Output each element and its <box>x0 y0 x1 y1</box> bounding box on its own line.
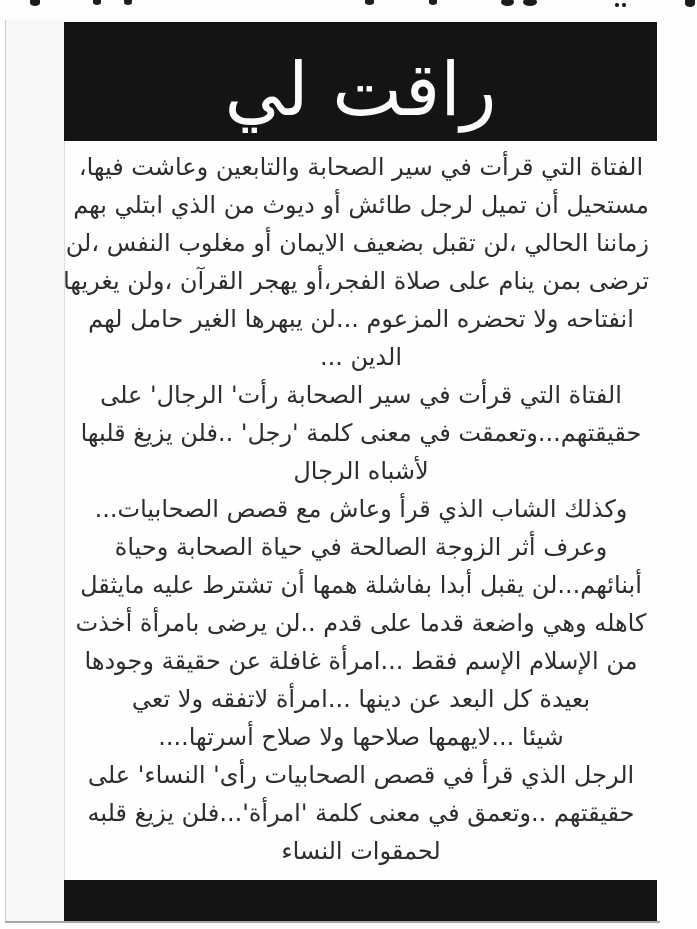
cropped-glyph-fragment <box>30 0 40 6</box>
cropped-glyph-fragment <box>124 0 132 5</box>
post-title: راقت لي <box>224 47 497 133</box>
body-line: كاهله وهي واضعة قدما على قدم ..لن يرضى بامرأة أخذت <box>75 609 647 637</box>
image-bottom-border <box>5 921 660 923</box>
post-image <box>64 22 657 921</box>
body-line: من الإسلام الإسم فقط ...امرأة غافلة عن حقيقة وجودها <box>84 647 638 675</box>
cropped-glyph-fragment <box>523 0 537 6</box>
footer-banner <box>64 880 657 921</box>
body-line: الدين ... <box>319 343 403 371</box>
cropped-glyph-fragment <box>93 0 101 5</box>
body-line: أبنائهم...لن يقبل أبدا بفاشلة همها أن تشترط عليه مايثقل <box>80 571 642 599</box>
body-line: زماننا الحالي ،لن تقبل بضعيف الايمان أو مغلوب النفس ،لن <box>65 229 649 257</box>
cropped-glyph-fragment <box>429 0 437 5</box>
post-body <box>64 141 657 880</box>
body-line: الرجل الذي قرأ في قصص الصحابيات رأى' النساء' على <box>87 761 635 789</box>
body-line: مستحيل أن تميل لرجل طائش أو ديوث من الذي ابتلي بهم <box>73 191 649 219</box>
body-line: حقيقتهم...وتعمقت في معنى كلمة 'رجل' ..فلن يزيغ قلبها <box>80 419 642 447</box>
body-line: الفتاة التي قرأت في سير الصحابة رأت' الرجال' على <box>100 381 622 409</box>
body-line: بعيدة كل البعد عن دينها ...امرأة لاتفقه ولا تعي <box>131 685 591 713</box>
post-title-banner <box>64 22 657 141</box>
body-line: ترضى بمن ينام على صلاة الفجر،أو يهجر القرآن ،ولن يغريها <box>63 267 649 295</box>
cropped-glyph-fragment <box>685 0 695 7</box>
left-gutter <box>6 20 64 922</box>
body-line: وعرف أثر الزوجة الصالحة في حياة الصحابة وحياة <box>114 533 608 561</box>
body-line: شيئا ...لايهمها صلاحها ولا صلاح أسرتها.... <box>158 723 564 751</box>
cropped-glyph-fragment <box>501 0 514 6</box>
body-line: انفتاحه ولا تحضره المزعوم ...لن يبهرها الغير حامل لهم <box>88 305 634 333</box>
cropped-glyph-fragment <box>615 3 619 7</box>
cropped-glyph-fragment <box>622 3 626 7</box>
cropped-glyph-fragment <box>365 0 374 5</box>
body-line: الفتاة التي قرأت في سير الصحابة والتابعين وعاشت فيها، <box>78 153 644 181</box>
body-line: وكذلك الشاب الذي قرأ وعاش مع قصص الصحابيات... <box>94 495 628 523</box>
body-line: لأشباه الرجال <box>293 457 429 485</box>
body-line: حقيقتهم ..وتعمق في معنى كلمة 'امرأة'...فلن يزيغ قلبه <box>87 799 635 827</box>
body-line: لحمقوات النساء <box>281 837 441 865</box>
